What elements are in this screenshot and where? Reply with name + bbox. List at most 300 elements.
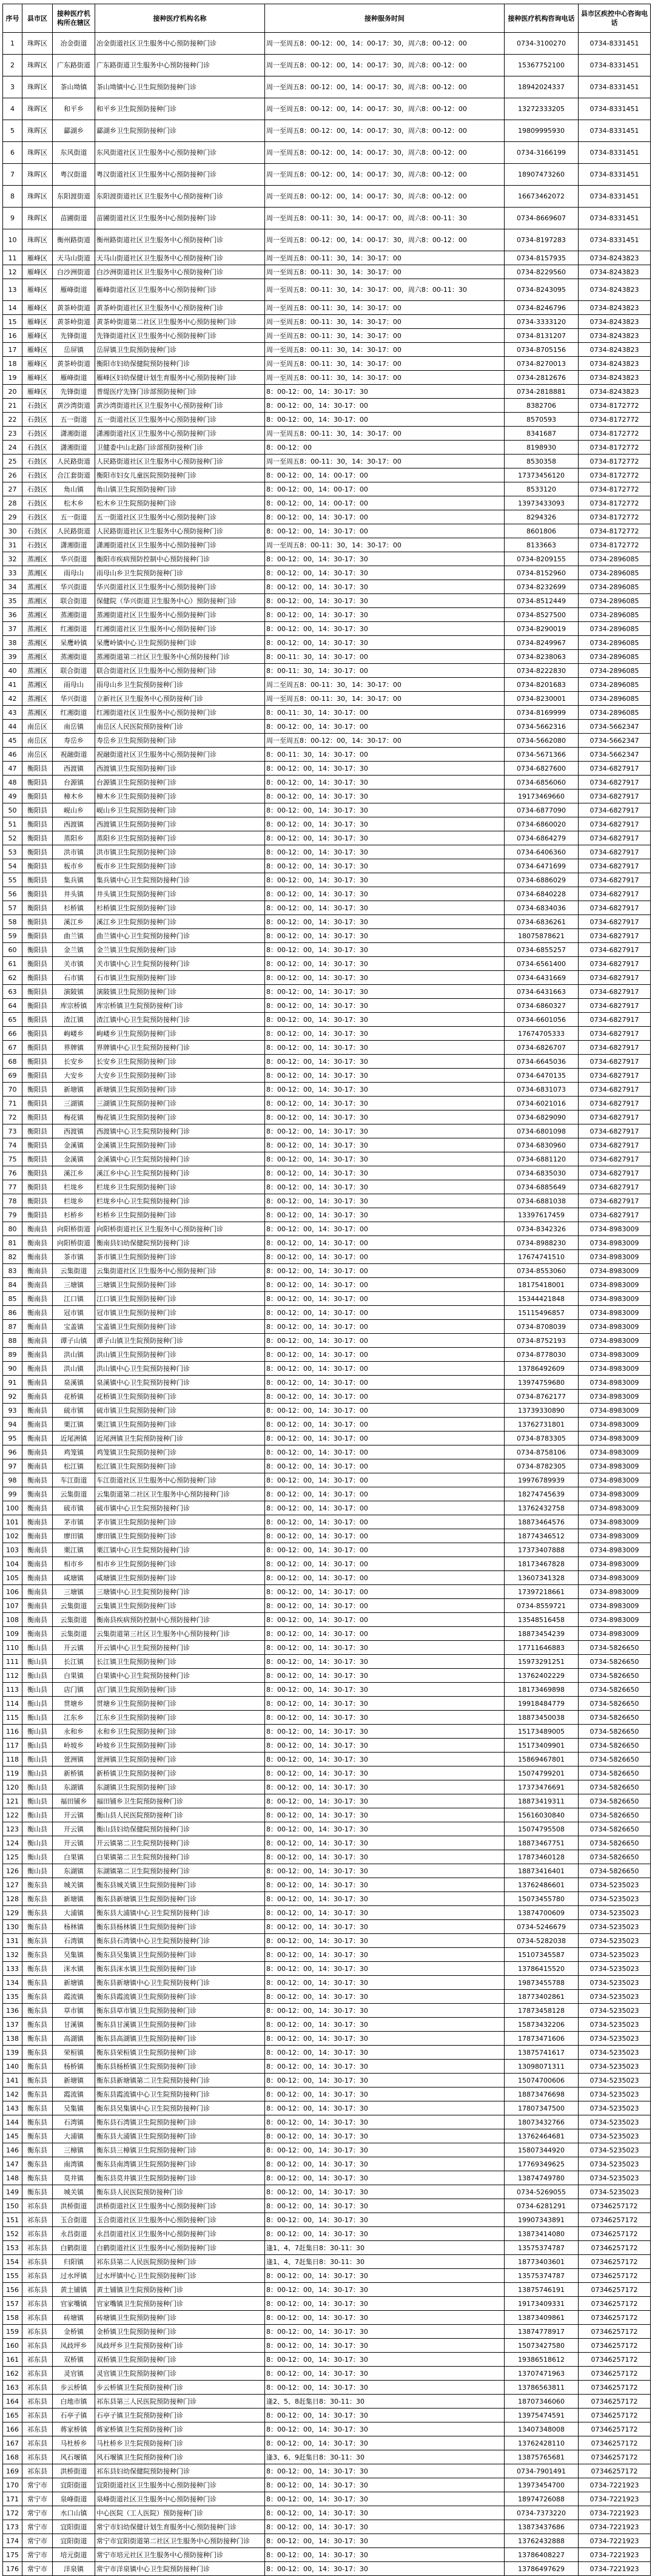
row-district: 五一街道 (53, 510, 95, 524)
row-district: 风石堰镇 (53, 2450, 95, 2464)
table-row (3, 371, 651, 385)
table-row (3, 845, 651, 859)
row-service-time: 8：00-12：00，14：30-17：30 (265, 1138, 505, 1152)
row-index: 8 (3, 186, 22, 208)
table-row (3, 1585, 651, 1599)
row-cdc-phone: 0734-6827917 (579, 1208, 651, 1222)
row-index: 7 (3, 164, 22, 186)
row-institution-phone: 0734-8512449 (505, 594, 579, 608)
table-row (3, 2353, 651, 2367)
row-service-time: 周一至周五8：00-11：30，14：30-17：00 (265, 265, 505, 279)
row-county: 蒸湘区 (22, 706, 53, 720)
row-institution: 江东乡卫生院预防接种门诊 (95, 1711, 265, 1725)
row-district: 黄茶岭街道 (53, 301, 95, 315)
row-index: 24 (3, 441, 22, 455)
row-county: 衡南县 (22, 1432, 53, 1445)
row-district: 官家嘴镇 (53, 2297, 95, 2311)
row-district: 华兴街道 (53, 552, 95, 566)
row-district: 岭坡乡 (53, 1739, 95, 1753)
row-service-time: 8：00-12：00，14：30-17：30 (265, 2422, 505, 2436)
row-cdc-phone: 0734-5826650 (579, 1739, 651, 1753)
row-service-time: 周一至周五8：00-12：00，14：00-17：30，周六8：00-12：00 (265, 98, 505, 120)
table-row (3, 1655, 651, 1669)
row-cdc-phone: 07346257172 (579, 2199, 651, 2213)
row-district: 石亭子镇 (53, 2409, 95, 2422)
row-cdc-phone: 0734-6827917 (579, 1152, 651, 1166)
row-county: 珠晖区 (22, 142, 53, 164)
row-institution: 金溪镇中心卫生院预防接种门诊 (95, 1152, 265, 1166)
row-index: 151 (3, 2213, 22, 2227)
row-service-time: 周一至周五8：00-11：30，14：00-17：00，周六8：00-11：30 (265, 208, 505, 229)
row-institution: 西渡镇卫生院预防接种门诊 (95, 762, 265, 776)
row-service-time: 周一至周五8：00-12：00，14：00-17：30，周六8：00-12：00 (265, 33, 505, 55)
row-service-time: 8：00-12：00，14：30-17：30 (265, 1111, 505, 1124)
row-county: 衡阳县 (22, 789, 53, 803)
row-service-time: 8：00-12：00，14：30-17：30 (265, 2464, 505, 2478)
row-cdc-phone: 0734-8243823 (579, 301, 651, 315)
row-index: 38 (3, 636, 22, 650)
row-institution-phone: 0734-8783305 (505, 1432, 579, 1445)
row-cdc-phone: 07346257172 (579, 2283, 651, 2297)
row-index: 86 (3, 1306, 22, 1320)
table-row (3, 1376, 651, 1390)
row-county: 衡山县 (22, 1669, 53, 1683)
row-county: 衡东县 (22, 1878, 53, 1892)
row-index: 33 (3, 566, 22, 580)
table-row (3, 2157, 651, 2171)
row-county: 衡东县 (22, 1990, 53, 2004)
row-county: 衡东县 (22, 2185, 53, 2199)
row-district: 新桥镇 (53, 1766, 95, 1780)
row-index: 73 (3, 1124, 22, 1138)
row-service-time: 8：00-12：00，14：30-17：30 (265, 1683, 505, 1697)
row-institution: 衡东县新塘镇卫生院预防接种门诊 (95, 1892, 265, 1906)
row-institution: 店门镇卫生院预防接种门诊 (95, 1683, 265, 1697)
row-institution-phone: 0734-6835030 (505, 1166, 579, 1180)
row-district: 三塘镇 (53, 1585, 95, 1599)
row-institution-phone: 17674741510 (505, 1250, 579, 1264)
row-index: 92 (3, 1390, 22, 1404)
row-cdc-phone: 0734-6827917 (579, 1166, 651, 1180)
row-service-time: 周一至周五8：00-11：30，14：30-17：00 (265, 357, 505, 371)
row-district: 高湖镇 (53, 2032, 95, 2046)
row-institution: 洪桥街道社区卫生服务中心预防接种门诊 (95, 2199, 265, 2213)
row-institution-phone: 17373456120 (505, 468, 579, 482)
row-institution: 衡东县人民医院预防接种门诊 (95, 2185, 265, 2199)
row-cdc-phone: 0734-6827917 (579, 1055, 651, 1069)
row-district: 硫市镇 (53, 1404, 95, 1418)
row-institution: 中心医院（工人医院）预防接种门诊 (95, 2506, 265, 2520)
row-index: 122 (3, 1808, 22, 1822)
row-district: 洋泉镇 (53, 2562, 95, 2576)
row-institution: 祁东县第二人民医院预防接种门诊 (95, 2255, 265, 2269)
row-index: 47 (3, 762, 22, 776)
table-row (3, 1473, 651, 1487)
row-cdc-phone: 0734-5826650 (579, 1655, 651, 1669)
table-row (3, 650, 651, 664)
table-row (3, 120, 651, 142)
row-cdc-phone: 0734-7221923 (579, 2478, 651, 2492)
row-county: 石鼓区 (22, 441, 53, 455)
row-institution-phone: 0734-8342326 (505, 1222, 579, 1236)
table-row (3, 1208, 651, 1222)
row-county: 衡东县 (22, 1948, 53, 1962)
row-county: 祁东县 (22, 2255, 53, 2269)
row-county: 衡山县 (22, 1864, 53, 1878)
row-institution-phone: 15173409901 (505, 1739, 579, 1753)
row-index: 129 (3, 1906, 22, 1920)
table-row (3, 1976, 651, 1990)
row-district: 五一街道 (53, 413, 95, 427)
row-index: 124 (3, 1836, 22, 1850)
row-cdc-phone: 0734-5235023 (579, 2185, 651, 2199)
vaccination-sites-table (2, 4, 651, 2576)
row-service-time: 周一至周五8：00-12：00，14：30-17：00 (265, 734, 505, 748)
row-institution: 雁峰街道社区卫生服务中心预防接种门诊 (95, 279, 265, 301)
table-row (3, 776, 651, 789)
row-cdc-phone: 07346257172 (579, 2339, 651, 2353)
row-index: 146 (3, 2143, 22, 2157)
row-cdc-phone: 0734-8983009 (579, 1445, 651, 1459)
row-institution-phone: 0734-5282038 (505, 1934, 579, 1948)
row-cdc-phone: 0734-8243823 (579, 329, 651, 343)
row-cdc-phone: 0734-5235023 (579, 1934, 651, 1948)
row-service-time: 8：00-11：30，14：30-17：00 (265, 748, 505, 762)
row-index: 34 (3, 580, 22, 594)
table-row (3, 1445, 651, 1459)
row-county: 常宁市 (22, 2506, 53, 2520)
row-index: 17 (3, 343, 22, 357)
row-service-time: 8：00-12：00，14：30-17：30 (265, 915, 505, 929)
table-row (3, 1683, 651, 1697)
row-service-time: 8：00-12：00，14：30-17：30 (265, 608, 505, 622)
row-service-time: 8：00-11：30，14：30-17：00 (265, 706, 505, 720)
row-institution: 步云桥镇卫生院预防接种门诊 (95, 2381, 265, 2395)
row-district: 杉桥镇 (53, 901, 95, 915)
row-institution: 雁峰区妇幼保健计划生育服务中心预防接种门诊 (95, 371, 265, 385)
header-institution: 接种医疗机构名称 (95, 4, 265, 33)
row-institution-phone: 0734-6877090 (505, 803, 579, 817)
row-institution-phone: 15115496857 (505, 1306, 579, 1320)
table-row (3, 1292, 651, 1306)
table-row (3, 943, 651, 957)
row-service-time: 周一至周五8：00-11：30，14：30-17：00 (265, 301, 505, 315)
row-district: 玉合街道 (53, 2213, 95, 2227)
row-cdc-phone: 0734-6827917 (579, 1124, 651, 1138)
table-row (3, 1111, 651, 1124)
row-county: 珠晖区 (22, 186, 53, 208)
table-row (3, 1822, 651, 1836)
row-cdc-phone: 0734-8983009 (579, 1320, 651, 1334)
row-county: 衡南县 (22, 1264, 53, 1278)
row-county: 衡阳县 (22, 915, 53, 929)
row-institution: 集兵镇中心卫生院预防接种门诊 (95, 873, 265, 887)
table-row (3, 427, 651, 441)
row-service-time: 8：00-12：00，14：30-17：30 (265, 1850, 505, 1864)
table-row (3, 1948, 651, 1962)
row-service-time: 8：00-12：00，14：30-17：00 (265, 720, 505, 734)
row-institution-phone: 13874700609 (505, 1906, 579, 1920)
row-cdc-phone: 0734-6827917 (579, 859, 651, 873)
row-county: 衡东县 (22, 2046, 53, 2060)
row-county: 衡阳县 (22, 817, 53, 831)
row-cdc-phone: 0734-8983009 (579, 1571, 651, 1585)
row-institution-phone: 0734-6834036 (505, 901, 579, 915)
row-institution: 衡东县草市镇卫生院预防接种门诊 (95, 2004, 265, 2018)
table-row (3, 2241, 651, 2255)
row-district: 雨母山 (53, 566, 95, 580)
table-row (3, 2325, 651, 2339)
row-service-time: 8：00-12：00，14：30-17：30 (265, 1083, 505, 1097)
row-county: 衡南县 (22, 1557, 53, 1571)
row-service-time: 8：00-11：30，14：30-17：00 (265, 664, 505, 678)
row-district: 台源镇 (53, 776, 95, 789)
row-cdc-phone: 0734-5826650 (579, 1864, 651, 1878)
row-index: 26 (3, 468, 22, 482)
row-cdc-phone: 0734-5235023 (579, 1892, 651, 1906)
row-county: 衡东县 (22, 2101, 53, 2115)
row-institution-phone: 13707471963 (505, 2367, 579, 2381)
row-county: 衡阳县 (22, 1083, 53, 1097)
row-cdc-phone: 07346257172 (579, 2353, 651, 2367)
row-service-time: 8：00-12：00，14：30-17：30 (265, 2311, 505, 2325)
row-index: 20 (3, 385, 22, 399)
row-county: 衡阳县 (22, 901, 53, 915)
row-service-time: 8：00-12：00，14：30-17：30 (265, 2478, 505, 2492)
row-institution: 寿岳乡卫生院预防接种门诊 (95, 734, 265, 748)
row-county: 衡东县 (22, 1906, 53, 1920)
row-index: 156 (3, 2283, 22, 2297)
row-county: 衡东县 (22, 1920, 53, 1934)
row-service-time: 8：00-12：00，14：30-17：00 (265, 1264, 505, 1278)
row-institution: 衡东县大浦镇卫生院预防接种门诊 (95, 2129, 265, 2143)
row-cdc-phone: 0734-8243823 (579, 371, 651, 385)
row-institution: 永昌街道社区卫生服务中心预防接种门诊 (95, 2227, 265, 2241)
row-district: 江东乡 (53, 1711, 95, 1725)
row-county: 衡山县 (22, 1697, 53, 1711)
row-cdc-phone: 07346257172 (579, 2269, 651, 2283)
row-cdc-phone: 0734-8172772 (579, 482, 651, 496)
row-service-time: 8：00-12：00，14：30-17：00 (265, 1306, 505, 1320)
row-index: 174 (3, 2534, 22, 2548)
header-cdc-phone: 县市区疾控中心咨询电话 (579, 4, 651, 33)
row-cdc-phone: 0734-5826650 (579, 1808, 651, 1822)
row-index: 139 (3, 2046, 22, 2060)
row-institution-phone: 0734-8782305 (505, 1459, 579, 1473)
row-institution: 潇湘街道社区卫生服务中心预防接种门诊 (95, 538, 265, 552)
row-district: 库宗桥镇 (53, 999, 95, 1013)
row-district: 祝融街道 (53, 748, 95, 762)
row-cdc-phone: 0734-5235023 (579, 2157, 651, 2171)
row-district: 白地市镇 (53, 2395, 95, 2409)
row-institution-phone: 13272333205 (505, 98, 579, 120)
row-county: 衡阳县 (22, 887, 53, 901)
table-row (3, 734, 651, 748)
row-service-time: 8：00-12：00，14：30-17：30 (265, 1208, 505, 1222)
row-county: 衡南县 (22, 1278, 53, 1292)
row-district: 洪山镇 (53, 1362, 95, 1376)
row-service-time: 8：00-12：00，14：30-17：30 (265, 1892, 505, 1906)
row-institution: 岳屏镇卫生院预防接种门诊 (95, 343, 265, 357)
row-index: 53 (3, 845, 22, 859)
row-institution: 角山镇卫生院预防接种门诊 (95, 482, 265, 496)
row-county: 衡南县 (22, 1459, 53, 1473)
row-institution-phone: 0734-6801098 (505, 1124, 579, 1138)
row-district: 广东路街道 (53, 55, 95, 76)
table-row (3, 2199, 651, 2213)
row-institution: 蒸阳乡卫生院预防接种门诊 (95, 831, 265, 845)
row-index: 18 (3, 357, 22, 371)
row-institution-phone: 8382706 (505, 399, 579, 413)
row-institution: 玉合街道社区卫生服务中心预防接种门诊 (95, 2213, 265, 2227)
row-service-time: 8：00-12：00，14：30-17：30 (265, 636, 505, 650)
row-institution-phone: 0734-8527500 (505, 608, 579, 622)
table-row (3, 2269, 651, 2283)
row-institution-phone: 13098071311 (505, 2060, 579, 2074)
row-cdc-phone: 0734-6827917 (579, 1027, 651, 1041)
row-cdc-phone: 0734-7221923 (579, 2506, 651, 2520)
row-county: 祁东县 (22, 2353, 53, 2367)
row-cdc-phone: 0734-5235023 (579, 1948, 651, 1962)
row-county: 常宁市 (22, 2562, 53, 2576)
row-institution-phone: 0734-6855257 (505, 943, 579, 957)
row-district: 洪桥街道 (53, 2199, 95, 2213)
row-institution-phone: 0734-8270013 (505, 357, 579, 371)
row-county: 衡阳县 (22, 1055, 53, 1069)
row-service-time: 8：00-12：00，14：30-17：30 (265, 1948, 505, 1962)
row-cdc-phone: 0734-2896085 (579, 678, 651, 692)
row-institution-phone: 15869467801 (505, 1753, 579, 1766)
table-row (3, 608, 651, 622)
row-index: 3 (3, 76, 22, 98)
table-row (3, 1306, 651, 1320)
row-index: 15 (3, 315, 22, 329)
row-service-time: 8：00-12：00，14：30-17：30 (265, 1864, 505, 1878)
table-row (3, 1278, 651, 1292)
row-institution-phone: 0734-3100270 (505, 33, 579, 55)
row-service-time: 8：00-12：00，14：30-17：30 (265, 901, 505, 915)
row-institution-phone: 16673462072 (505, 186, 579, 208)
row-cdc-phone: 0734-8983009 (579, 1264, 651, 1278)
row-service-time: 8：00-12：00，14：30-17：30 (265, 1725, 505, 1739)
row-service-time: 8：00-12：00，14：30-17：00 (265, 1473, 505, 1487)
table-row (3, 1348, 651, 1362)
table-row (3, 2101, 651, 2115)
row-cdc-phone: 0734-6827917 (579, 1180, 651, 1194)
row-cdc-phone: 0734-8983009 (579, 1459, 651, 1473)
row-cdc-phone: 0734-6827917 (579, 845, 651, 859)
row-institution-phone: 15616030840 (505, 1808, 579, 1822)
row-service-time: 8：00-12：00，14：30-17：30 (265, 929, 505, 943)
row-index: 58 (3, 915, 22, 929)
row-institution: 凤歧坪乡卫生院预防接种门诊 (95, 2339, 265, 2353)
row-institution: 演陂镇卫生院预防接种门诊 (95, 985, 265, 999)
row-index: 117 (3, 1739, 22, 1753)
row-cdc-phone: 0734-8983009 (579, 1599, 651, 1613)
table-row (3, 142, 651, 164)
row-county: 衡南县 (22, 1236, 53, 1250)
row-cdc-phone: 0734-6827917 (579, 1111, 651, 1124)
row-service-time: 周一至周五8：00-11：30，14：30-17：00 (265, 371, 505, 385)
table-row (3, 1753, 651, 1766)
row-district: 溪江乡 (53, 915, 95, 929)
row-institution: 近尾洲镇卫生院预防接种门诊 (95, 1432, 265, 1445)
row-institution-phone: 0734-6826707 (505, 1041, 579, 1055)
row-cdc-phone: 0734-8983009 (579, 1404, 651, 1418)
row-service-time: 8：00-12：00，14：30-17：00 (265, 1445, 505, 1459)
row-cdc-phone: 0734-8243823 (579, 315, 651, 329)
row-index: 44 (3, 720, 22, 734)
row-district: 红湘街道 (53, 622, 95, 636)
table-row (3, 1459, 651, 1473)
row-district: 茶市镇 (53, 1250, 95, 1264)
row-county: 衡南县 (22, 1487, 53, 1501)
row-institution-phone: 15074795508 (505, 1822, 579, 1836)
row-institution-phone: 0734-8230001 (505, 692, 579, 706)
row-index: 95 (3, 1432, 22, 1445)
row-county: 衡阳县 (22, 971, 53, 985)
row-service-time: 8：00-12：00，14：30-17：30 (265, 1655, 505, 1669)
row-index: 71 (3, 1097, 22, 1111)
row-institution-phone: 19173469660 (505, 789, 579, 803)
row-county: 衡阳县 (22, 1180, 53, 1194)
row-cdc-phone: 0734-8983009 (579, 1362, 651, 1376)
row-service-time: 8：00-12：00，14：30-17：00 (265, 1320, 505, 1334)
row-service-time: 周一至周五8：00-11：30，14：30-17：00 (265, 427, 505, 441)
row-institution: 栏垅乡中心卫生院预防接种门诊 (95, 1194, 265, 1208)
row-district: 红湘街道 (53, 706, 95, 720)
row-institution-phone: 0734-3333120 (505, 315, 579, 329)
row-institution: 洪市镇卫生院预防接种门诊 (95, 845, 265, 859)
table-row (3, 76, 651, 98)
row-district: 长安乡 (53, 1055, 95, 1069)
row-county: 石鼓区 (22, 427, 53, 441)
row-district: 曲兰镇 (53, 929, 95, 943)
row-cdc-phone: 07346257172 (579, 2436, 651, 2450)
row-cdc-phone: 0734-6827917 (579, 1013, 651, 1027)
row-service-time: 8：00-12：00，14：30-17：30 (265, 1055, 505, 1069)
row-county: 衡阳县 (22, 1069, 53, 1083)
row-service-time: 8：00-12：00，14：30-17：30 (265, 1962, 505, 1976)
row-index: 166 (3, 2422, 22, 2436)
row-county: 祁东县 (22, 2436, 53, 2450)
row-institution-phone: 0734-6885649 (505, 1180, 579, 1194)
table-row (3, 1487, 651, 1501)
row-county: 珠晖区 (22, 120, 53, 142)
row-cdc-phone: 0734-8983009 (579, 1334, 651, 1348)
row-service-time: 8：00-12：00，14：00-17：00 (265, 496, 505, 510)
row-district: 双桥镇 (53, 2353, 95, 2367)
row-cdc-phone: 0734-5235023 (579, 2101, 651, 2115)
row-cdc-phone: 0734-8983009 (579, 1487, 651, 1501)
row-institution-phone: 18873467751 (505, 1836, 579, 1850)
row-cdc-phone: 0734-6827917 (579, 1041, 651, 1055)
row-county: 石鼓区 (22, 413, 53, 427)
table-row (3, 1794, 651, 1808)
row-service-time: 8：00-12：00，14：30-17：30 (265, 2032, 505, 2046)
table-row (3, 1808, 651, 1822)
row-county: 雁峰区 (22, 343, 53, 357)
table-row (3, 803, 651, 817)
header-index: 序号 (3, 4, 22, 33)
row-institution: 衡东县吴集镇卫生院预防接种门诊 (95, 1948, 265, 1962)
row-county: 蒸湘区 (22, 594, 53, 608)
row-institution-phone: 18873476698 (505, 2088, 579, 2101)
row-county: 祁东县 (22, 2283, 53, 2297)
table-row (3, 2506, 651, 2520)
row-institution: 黄茶岭街道第二社区卫生服务中心预防接种门诊 (95, 315, 265, 329)
row-institution: 雨母山乡卫生院预防接种门诊 (95, 566, 265, 580)
